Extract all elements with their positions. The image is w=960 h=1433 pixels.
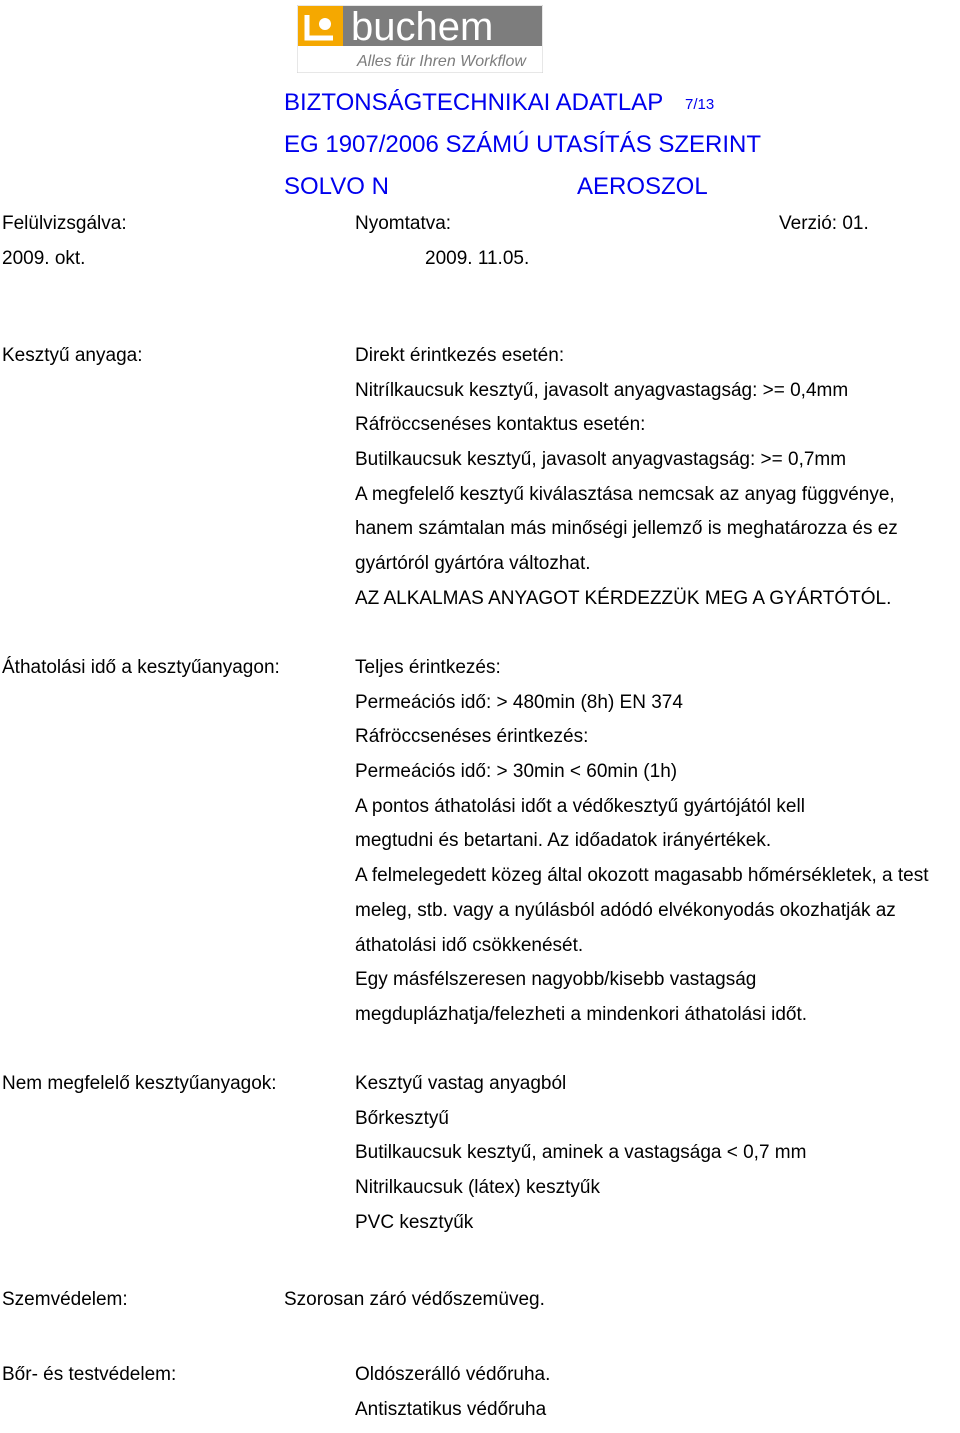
text-line: A megfelelő kesztyű kiválasztása nemcsak az anyag függvénye, — [355, 483, 895, 505]
text-line: Antisztatikus védőruha — [355, 1398, 547, 1420]
text-line: meleg, stb. vagy a nyúlásból adódó elvékonyodás okozhatják az — [355, 899, 896, 921]
logo-tagline: Alles für Ihren Workflow — [357, 53, 526, 70]
section-label-eye-protection: Szemvédelem: — [2, 1289, 128, 1310]
section-label-permeation-time: Áthatolási idő a kesztyűanyagon: — [2, 657, 280, 678]
text-line: áthatolási idő csökkenését. — [355, 934, 584, 956]
text-line: Ráfröccsenéses érintkezés: — [355, 726, 589, 748]
text-line: Permeációs idő: > 30min < 60min (1h) — [355, 761, 678, 783]
text-line: Ráfröccsenéses kontaktus esetén: — [355, 414, 646, 436]
section-label-body-protection: Bőr- és testvédelem: — [2, 1364, 177, 1385]
section-label-unsuitable-materials: Nem megfelelő kesztyűanyagok: — [2, 1073, 277, 1094]
text-line: A pontos áthatolási időt a védőkesztyű gyártójától kell — [355, 795, 805, 817]
text-line: hanem számtalan más minőségi jellemző is meghatározza és ez — [355, 518, 898, 540]
page-number: 7/13 — [685, 96, 715, 113]
document-title: BIZTONSÁGTECHNIKAI ADATLAP — [284, 89, 664, 116]
text-line: megtudni és betartani. Az időadatok irányértékek. — [355, 830, 772, 852]
section-lines-unsuitable-materials — [355, 1073, 806, 1246]
text-line: Egy másfélszeresen nagyobb/kisebb vastagság — [355, 969, 757, 991]
text-line: PVC kesztyűk — [355, 1211, 474, 1233]
text-line: Butilkaucsuk kesztyű, javasolt anyagvastagság: >= 0,7mm — [355, 449, 847, 471]
text-line: A felmelegedett közeg által okozott magasabb hőmérsékletek, a test — [355, 865, 929, 887]
text-line: Teljes érintkezés: — [355, 657, 501, 678]
buchem-logo — [297, 5, 543, 73]
document-subtitle: EG 1907/2006 SZÁMÚ UTASÍTÁS SZERINT — [284, 131, 762, 158]
text-line: Nitrílkaucsuk kesztyű, javasolt anyagvastagság: >= 0,4mm — [355, 379, 849, 401]
text-line: Bőrkesztyű — [355, 1107, 449, 1129]
section-lines-permeation-time — [355, 657, 929, 1039]
revised-label: Felülvizsgálva: — [2, 213, 127, 234]
text-line: gyártóról gyártóra változhat. — [355, 553, 591, 575]
text-line: Permeációs idő: > 480min (8h) EN 374 — [355, 691, 683, 713]
section-label-glove-material: Kesztyű anyaga: — [2, 345, 143, 366]
text-line: AZ ALKALMAS ANYAGOT KÉRDEZZÜK MEG A GYÁRTÓTÓL. — [355, 587, 892, 609]
printed-date: 2009. 11.05. — [425, 248, 530, 269]
section-lines-body-protection — [355, 1364, 550, 1433]
text-line: megduplázhatja/felezheti a mindenkori áthatolási időt. — [355, 1003, 808, 1025]
text-line: Direkt érintkezés esetén: — [355, 345, 565, 366]
revised-date: 2009. okt. — [2, 248, 86, 269]
printed-label: Nyomtatva: — [355, 213, 452, 234]
text-line: Kesztyű vastag anyagból — [355, 1073, 567, 1094]
section-lines-glove-material — [355, 345, 898, 623]
eye-protection-value: Szorosan záró védőszemüveg. — [284, 1289, 545, 1310]
text-line: Oldószerálló védőruha. — [355, 1364, 551, 1385]
logo-brand: buchem — [351, 5, 494, 49]
text-line: Butilkaucsuk kesztyű, aminek a vastagsága < 0,7 mm — [355, 1142, 807, 1164]
product-name: SOLVO N — [284, 173, 389, 200]
version-label: Verzió: 01. — [779, 213, 869, 234]
product-form: AEROSZOL — [577, 173, 708, 200]
text-line: Nitrilkaucsuk (látex) kesztyűk — [355, 1177, 600, 1199]
